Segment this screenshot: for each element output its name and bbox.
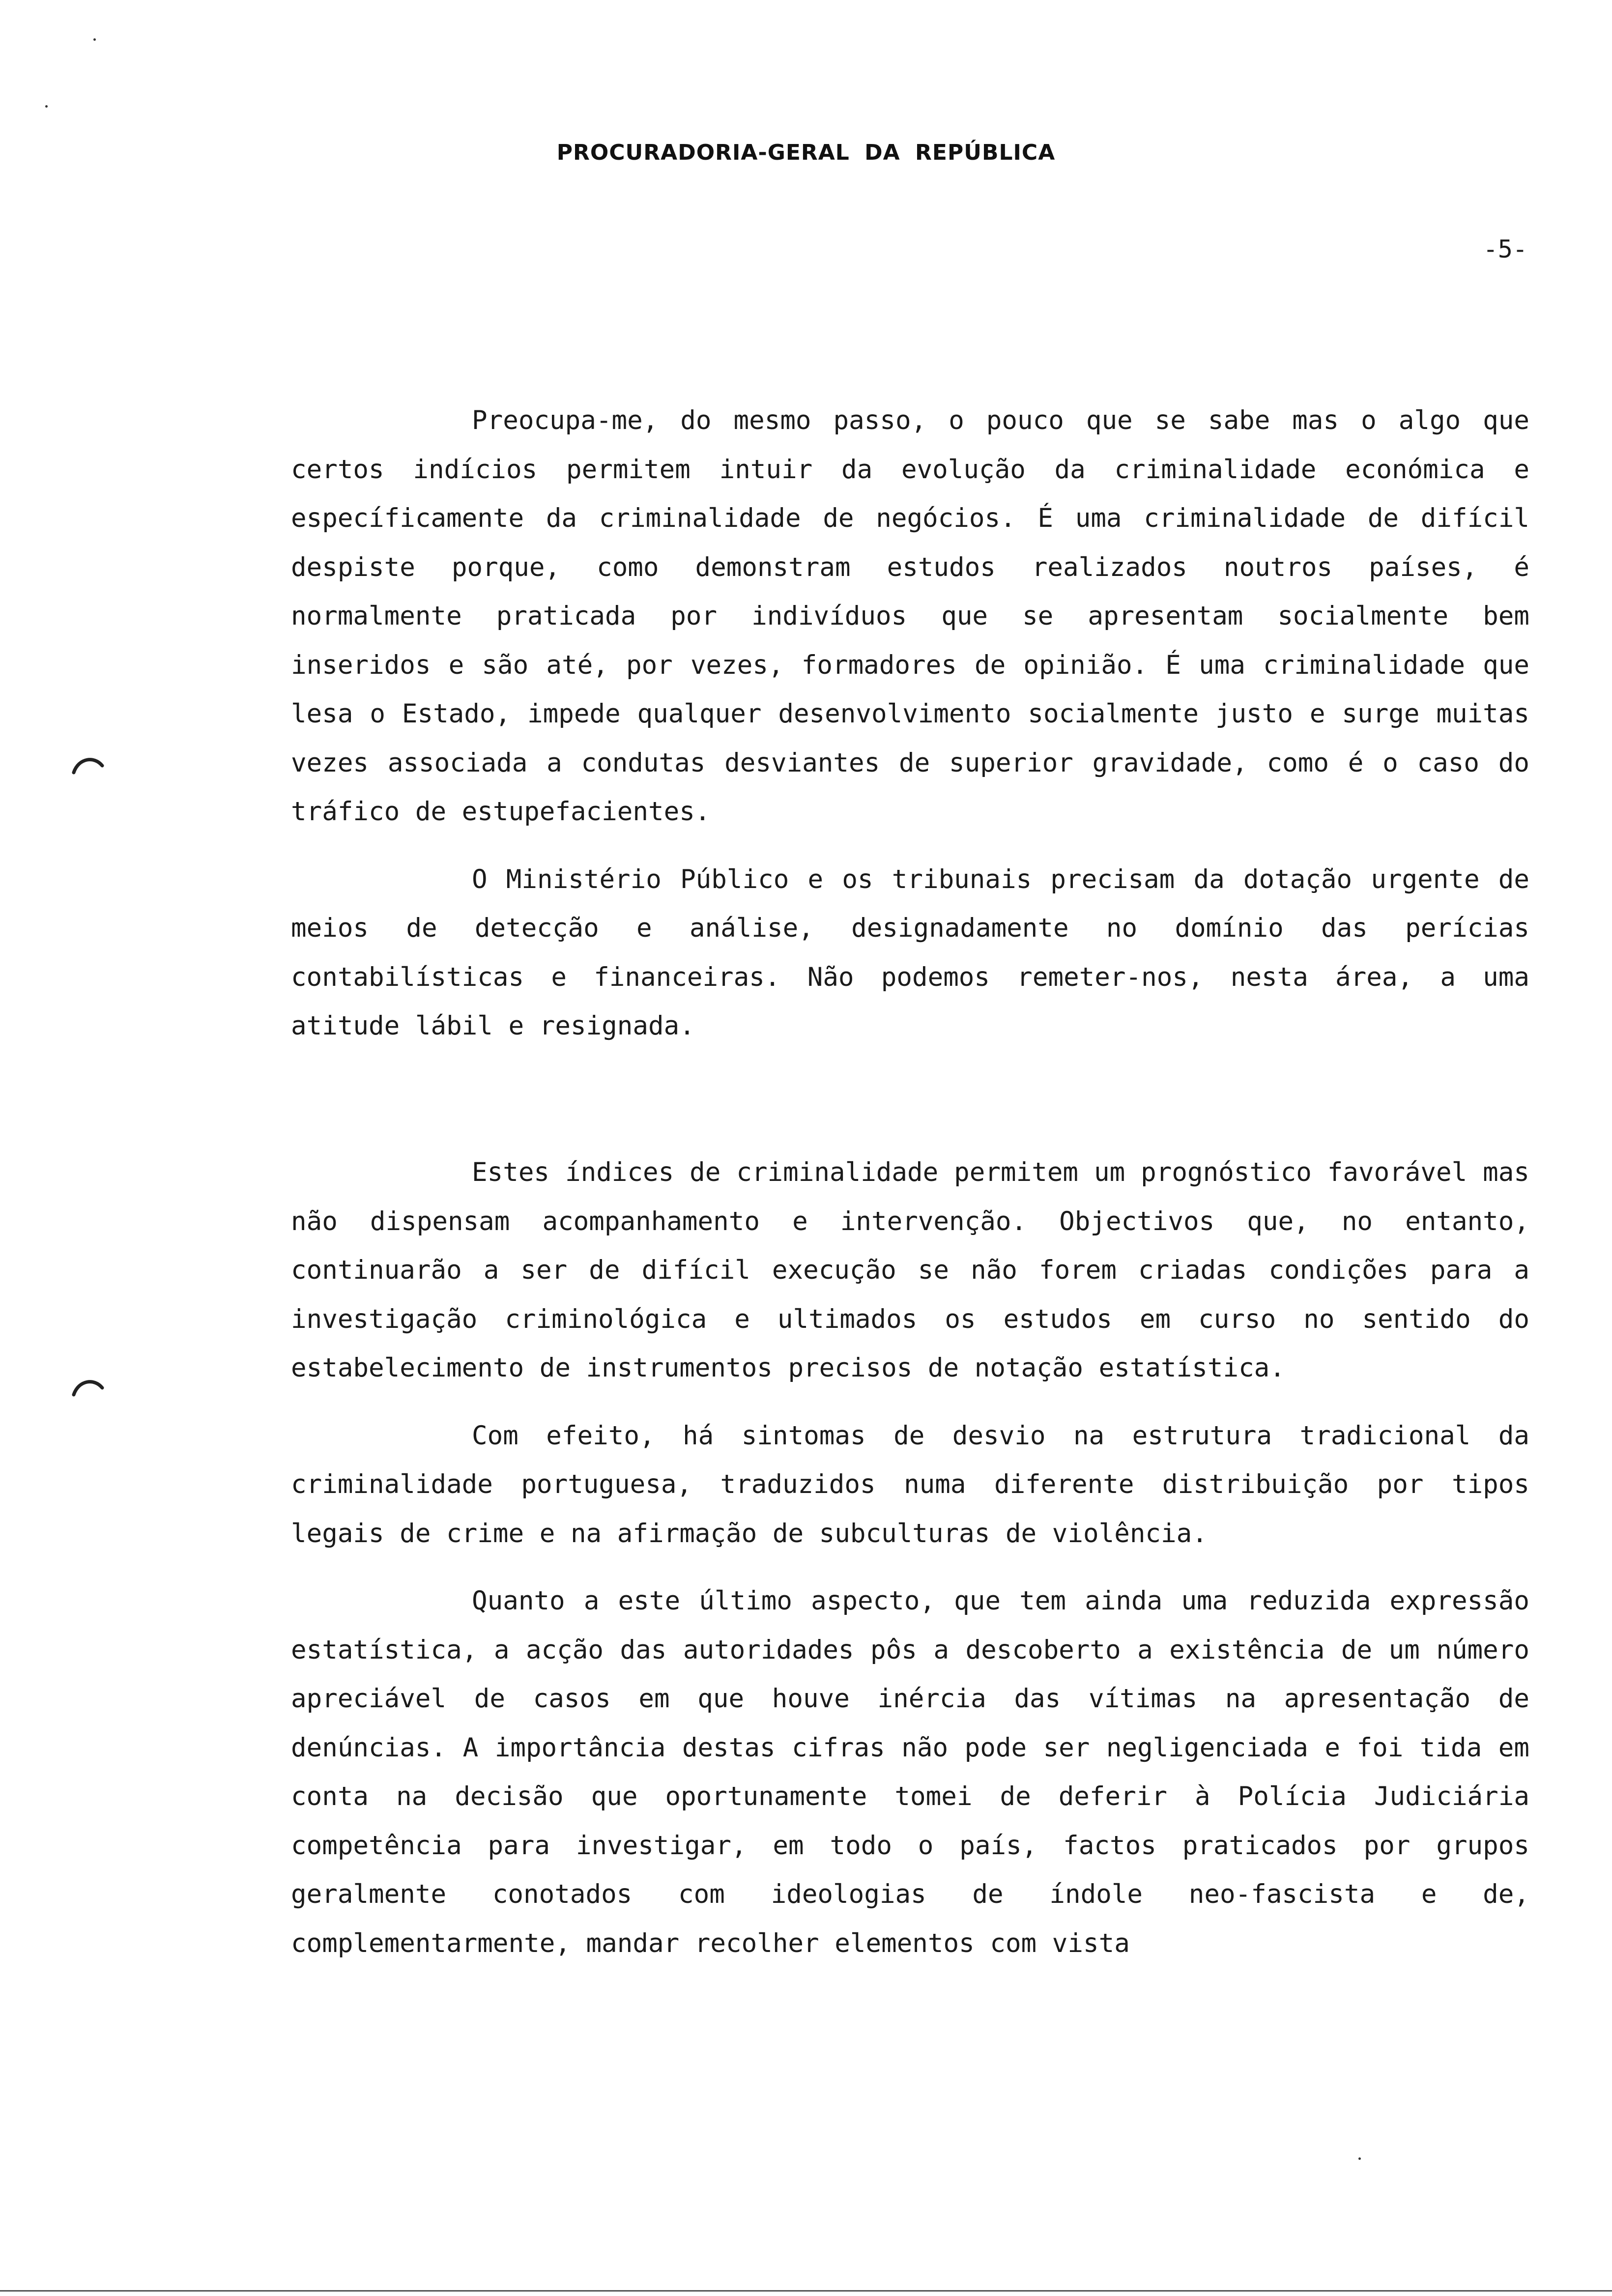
paragraph-violence-subcultures: Quanto a este último aspecto, que tem ainda uma reduzida expressão estatística, a acção das autoridades pôs a descoberto a existência de um número apreciável de casos em que houve inércia das vítimas na apresentação de denúncias. A importância destas cifras não pode ser negligenciada e foi tida em conta na decisão que oportunamente tomei de deferir à Polícia Judiciária competência para investigar, em todo o país, factos praticados por grupos geralmente conotados com ideologias de índole neo-fascista e de, complementarmente, mandar recolher elementos com vista — [291, 1586, 1529, 1958]
text-block-upper — [291, 396, 1529, 1051]
paragraph-crime-indices: Estes índices de criminalidade permitem um prognóstico favorável mas não dispensam acompanhamento e intervenção. Objectivos que, no entanto, continuarão a ser de difícil execução se não forem criadas condições para a investigação criminológica e ultimados os estudos em curso no sentido do estabelecimento de instrumentos precisos de notação estatística. — [291, 1157, 1529, 1383]
paragraph-deviation-symptoms: Com efeito, há sintomas de desvio na estrutura tradicional da criminalidade portuguesa, traduzidos numa diferente distribuição por tipos legais de crime e na afirmação de subculturas de violência. — [291, 1420, 1529, 1549]
punch-hole-mark-icon — [72, 1377, 104, 1397]
punch-hole-mark-icon — [72, 755, 104, 775]
scan-speck — [45, 105, 48, 108]
scan-speck — [93, 38, 96, 41]
scan-speck — [1358, 2157, 1361, 2160]
bottom-edge-rule — [0, 2290, 1612, 2292]
letterhead-title: PROCURADORIA-GERAL DA REPÚBLICA — [556, 140, 1056, 165]
paragraph-economic-crime: Preocupa-me, do mesmo passo, o pouco que se sabe mas o algo que certos indícios permitem intuir da evolução da criminalidade económica e específicamente da criminalidade de negócios. É uma criminalidade de difícil despiste porque, como demonstram estudos realizados noutros países, é normalmente praticada por indivíduos que se apresentam socialmente bem inseridos e são até, por vezes, formadores de opinião. É uma criminalidade que lesa o Estado, impede qualquer desenvolvimento socialmente justo e surge muitas vezes associada a condutas desviantes de superior gravidade, como é o caso do tráfico de estupefacientes. — [291, 405, 1529, 827]
paragraph-public-ministry: O Ministério Público e os tribunais precisam da dotação urgente de meios de detecção e análise, designadamente no domínio das perícias contabilísticas e financeiras. Não podemos remeter-nos, nesta área, a uma atitude lábil e resignada. — [291, 864, 1529, 1041]
page-number: -5- — [1483, 235, 1527, 263]
text-block-lower — [291, 1148, 1529, 1968]
